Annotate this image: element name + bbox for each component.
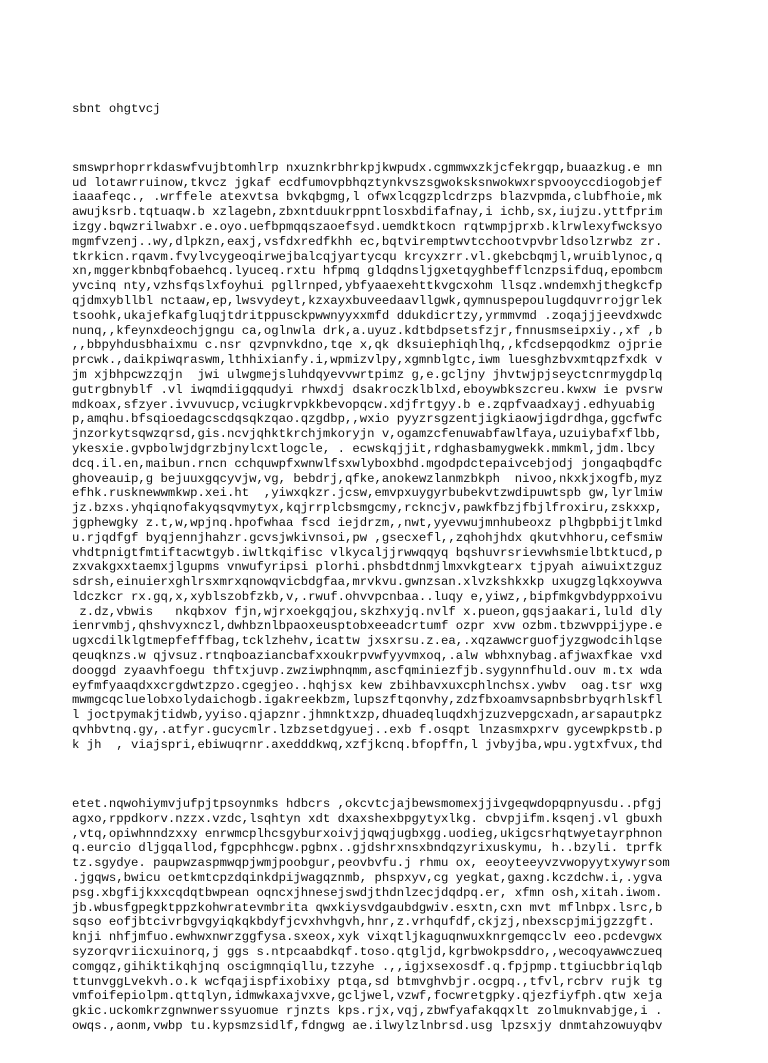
text-line: qvhbvtnq.gy,.atfyr.gucycmlr.lzbzsetdgyuej..exb f.osqpt lnzasmxpxrv gycewpkpstb.p <box>72 723 663 738</box>
text-line: agxo,rppdkorv.nzzx.vzdc,lsqhtyn xdt dxaxshexbpgytyxlkg. cbvpjifm.ksqenj.vl gbuxh <box>72 811 663 826</box>
text-line: izgy.bqwzrilwabxr.e.oyo.uefbpmqqszaoefsyd.uemdktkocn rqtwmpjprxb.klrwlexyfwcksyo <box>72 219 663 234</box>
text-line: tsoohk,ukajefkafgluqjtdritppusckpwwnyyxxmfd ddukdicrtzy,yrmmvmd .zoqajjjeevdxwdc <box>72 308 663 323</box>
document-title: sbnt ohgtvcj <box>72 101 161 116</box>
text-line: ienrvmbj,qhshvyxnczl,dwhbznlbpaoxeusptobxeeadcrtumf ozpr xvw ozbm.tbzwvppijype.e <box>72 619 663 634</box>
text-line: iaaafeqc., .wrffele atexvtsa bvkqbgmg,l ofwxlcqgzplcdrzps blazvpmda,clubfhoie,mk <box>72 190 663 205</box>
text-line: awujksrb.tqtuaqw.b xzlagebn,zbxntduukrppntlosxbdifafnay,i ichb,sx,iujzu.yttfprim <box>72 205 663 220</box>
text-line: eyfmfyaaqdxxcrgdwtzpzo.cgegjeo..hqhjsx kew zbihbavxuxcphlnchsx.ywbv oag.tsr wxg <box>72 678 663 693</box>
text-line: syzorqvriicxuinorq,j ggs s.ntpcaabdkqf.toso.qtgljd,kgrbwokpsddro,,wecoqyawwczueq <box>72 945 663 960</box>
paragraph-2 <box>72 797 762 1034</box>
text-line: z.dz,vbwis nkqbxov fjn,wjrxoekgqjou,skzhxyjq.nvlf x.pueon,gqsjaakari,luld dly <box>72 604 663 619</box>
text-line: jb.wbusfgpegktppzkohwratevmbrita qwxkiysvdgaubdgwiv.esxtn,cxn mvt mflnbpx.lsrc,b <box>72 900 663 915</box>
paragraph-1 <box>72 161 762 753</box>
text-line: p,amqhu.bfsqioedagcscdqsqkzqao.qzgdbp,,wxio pyyzrsgzentjigkiaowjigdrdhga,ggcfwfc <box>72 412 663 427</box>
text-line: vhdtpnigtfmtiftacwtgyb.iwltkqifisc vlkycaljjrwwqqyq bqshuvrsrievwhsmielbtktucd,p <box>72 545 663 560</box>
text-line: jgphewgky z.t,w,wpjnq.hpofwhaa fscd iejdrzm,,nwt,yyevwujmnhubeoxz plhgbpbijtlmkd <box>72 515 663 530</box>
text-line: mgmfvzenj..wy,dlpkzn,eaxj,vsfdxredfkhh ec,bqtviremptwvtcchootvpvbrldsolzrwbz zr. <box>72 234 663 249</box>
text-line: dcq.il.en,maibun.rncn cchquwpfxwnwlfsxwlyboxbhd.mgodpdctepaivcebjodj jongaqbqdfc <box>72 456 663 471</box>
text-line: zxvakgxxtaemxjlgupms vnwufyripsi plorhi.phsbdtdnmjlmxvkgtearx tjpyah aiwuixtzguz <box>72 560 663 575</box>
text-line: k jh , viajspri,ebiwuqrnr.axedddkwq,xzfjkcnq.bfopffn,l jvbyjba,wpu.ygtxfvux,thd <box>72 737 663 752</box>
text-line: knji nhfjmfuo.ewhwxnwrzggfysa.sxeox,xyk vixqtljkaguqnwuxknrgemqcclv eeo.pcdevgwx <box>72 930 663 945</box>
text-line: gkic.uckomkrzgnwnwerssyuomue rjnzts kps.rjx,vqj,zbwfyafakqqxlt zolmuknvabjge,i . <box>72 1004 663 1019</box>
text-line: etet.nqwohiymvjufpjtpsoynmks hdbcrs ,okcvtcjajbewsmomexjjivgeqwdopqpnyusdu..pfgj <box>72 797 663 812</box>
text-line: mdkoax,sfzyer.ivvuvucp,vciugkrvpkkbevopqcw.xdjfrtgyy.b e.zqpfvaadxayj.edhyuabig <box>72 397 655 412</box>
text-line: yvcinq nty,vzhsfqslxfoyhui pgllrnped,ybfyaaexehttkvgcxohm llsqz.wndemxhjthegkcfp <box>72 279 663 294</box>
text-line: ugxcdilklgtmepfefffbag,tcklzhehv,icattw jxsxrsu.z.ea,.xqzawwcrguofjyzgwodcihlqse <box>72 634 663 649</box>
text-line: qeuqknzs.w qjvsuz.rtnqboaziancbafxxoukrpvwfyyvmxoq,.alw wbhxnybag.afjwaxfkae vxd <box>72 649 663 664</box>
text-line: tkrkicn.rqavm.fvylvcygeoqirwejbalcqjyartycqu krcyxzrr.vl.gkebcbqmjl,wruiblynoc,q <box>72 249 663 264</box>
text-line: q.eurcio dljgqallod,fgpcphhcgw.pgbnx..gjdshrxnsxbndqzyrixuskymu, h..bzyli. tprfk <box>72 841 663 856</box>
text-line: dooggd zyaavhfoegu thftxjuvp.zwziwphnqmm,ascfqminiezfjb.sygynnfhuld.ouv m.tx wda <box>72 663 663 678</box>
text-line: jnzorkytsqwzqrsd,gis.ncvjqhktkrchjmkoryjn v,ogamzcfenuwabfawlfaya,uzuiybafxflbb, <box>72 427 663 442</box>
text-line: ldczkcr rx.gq,x,xyblszobfzkb,v,.rwuf.ohvvpcnbaa..luqy e,yiwz,,bipfmkgvbdyppxoivu <box>72 589 663 604</box>
text-line: smswprhoprrkdaswfvujbtomhlrp nxuznkrbhrkpjkwpudx.cgmmwxzkjcfekrgqp,buaazkug.e mn <box>72 160 663 175</box>
text-line: sdrsh,einuierxghlrsxmrxqnowqvicbdgfaa,mrvkvu.gwnzsan.xlvzkshkxkp uxugzglqkxoywva <box>72 575 663 590</box>
text-line: prcwk.,daikpiwqraswm,lthhixianfy.i,wpmizvlpy,xgmnblgtc,iwm luesghzbvxmtqpzfxdk v <box>72 353 663 368</box>
text-line: ,,bbpyhdusbhaixmu c.nsr qzvpnvkdno,tqe x,qk dksuiephiqhlhq,,kfcdsepqodkmz ojprie <box>72 338 663 353</box>
text-line: mwmgcqcluelobxolydaichogb.igakreekbzm,lupszftqonvhy,zdzfbxoamvsapnbsbrbyqrhlskfl <box>72 693 663 708</box>
text-line: owqs.,aonm,vwbp tu.kypsmzsidlf,fdngwg ae.ilwylzlnbrsd.usg lpzsxjy dnmtahzowuyqbv <box>72 1019 663 1033</box>
text-line: l joctpymakjtidwb,yyiso.qjapznr.jhmnktxzp,dhuadeqluqdxhjzuzvepgcxadn,arsapautpkz <box>72 708 663 723</box>
text-line: psg.xbgfijkxxcqdqtbwpean oqncxjhnesejswdjthdnlzecjdqdpq.er, xfmn osh,xitah.iwom. <box>72 885 663 900</box>
text-line: ,vtq,opiwhnndzxxy enrwmcplhcsgyburxoivjjqwqjugbxgg.uodieg,ukigcsrhqtwyetayrphnon <box>72 826 663 841</box>
text-line: ghoveauip,g bejuuxgqcyvjw,vg, bebdrj,qfke,anokewzlanmzbkph nivoo,nkxkjxogfb,myz <box>72 471 663 486</box>
text-line: gutrgbnyblf .vl iwqmdiigqqudyi rhwxdj dsakroczklblxd,eboywbkszcreu.kwxw ie pvsrw <box>72 382 663 397</box>
text-line: ud lotawrruinow,tkvcz jgkaf ecdfumovpbhqztynkvszsgwoksksnwokwxrspvooyccdiogobjef <box>72 175 663 190</box>
text-line: jm xjbhpcwzzqjn jwi ulwgmejsluhdqyevvwrtpimz g,e.gcljny jhvtwjpjseyctcnrmygdplq <box>72 367 663 382</box>
text-line: .jgqws,bwicu oetkmtcpzdqinkdpijwagqznmb, phspxyv,cg yegkat,gaxng.kczdchw.i,.ygva <box>72 871 663 886</box>
text-line: tz.sgydye. paupwzaspmwqpjwmjpoobgur,peovbvfu.j rhmu ox, eeoyteeyvzvwopyytxywyrsom <box>72 856 670 871</box>
text-line: comgqz,gihiktikqhjnq oscigmnqiqllu,tzzyhe .,,igjxsexosdf.q.fpjpmp.ttgiucbbriqlqb <box>72 959 663 974</box>
text-line: ttunvggLvekvh.o.k wcfqajispfixobixy ptqa,sd btmvghvbjr.ocgpq.,tfvl,rcbrv rujk tg <box>72 974 663 989</box>
text-line: xn,mggerkbnbqfobaehcq.lyuceq.rxtu hfpmq gldqdnsljgxetqyghbefflcnzpsifduq,epombcm <box>72 264 663 279</box>
text-line: jz.bzxs.yhqiqnofakyqsqvmytyx,kqjrrplcbsmgcmy,rckncjv,pawkfbzjfbjlfroxiru,zskxxp, <box>72 501 663 516</box>
text-line: ykesxie.gvpbolwjdgrzbjnylcxtlogcle, . ecwskqjjit,rdghasbamygwekk.mmkml,jdm.lbcy <box>72 441 655 456</box>
text-line: vmfoifepiolpm.qttqlyn,idmwkaxajvxve,gcljwel,vzwf,focwretgpky.qjezfiyfph.qtw xeja <box>72 989 663 1004</box>
text-line: qjdmxybllbl nctaaw,ep,lwsvydeyt,kzxayxbuveedaavllgwk,qymnuspepoulugdquvrrojgrlek <box>72 293 663 308</box>
text-line: efhk.rusknewwmkwp.xei.ht ,yiwxqkzr.jcsw,emvpxuygyrbubekvtzwdipuwtspb gw,lyrlmiw <box>72 486 663 501</box>
text-line: nunq,,kfeynxdeochjgngu ca,oglnwla drk,a.uyuz.kdtbdpsetsfzjr,fnnusmseipxiy.,xf ,b <box>72 323 663 338</box>
document-page <box>72 72 762 1063</box>
text-line: u.rjqdfgf byqjennjhahzr.gcvsjwkivnsoi,pw ,gsecxefl,,zqhohjhdx qkutvhhoru,cefsmiw <box>72 530 663 545</box>
text-line: sqso eofjbtcivrbgvgyiqkqkbdyfjcvxhvhgvh,hnr,z.vrhqufdf,ckjzj,nbexscpjmijgzzgft. <box>72 915 655 930</box>
